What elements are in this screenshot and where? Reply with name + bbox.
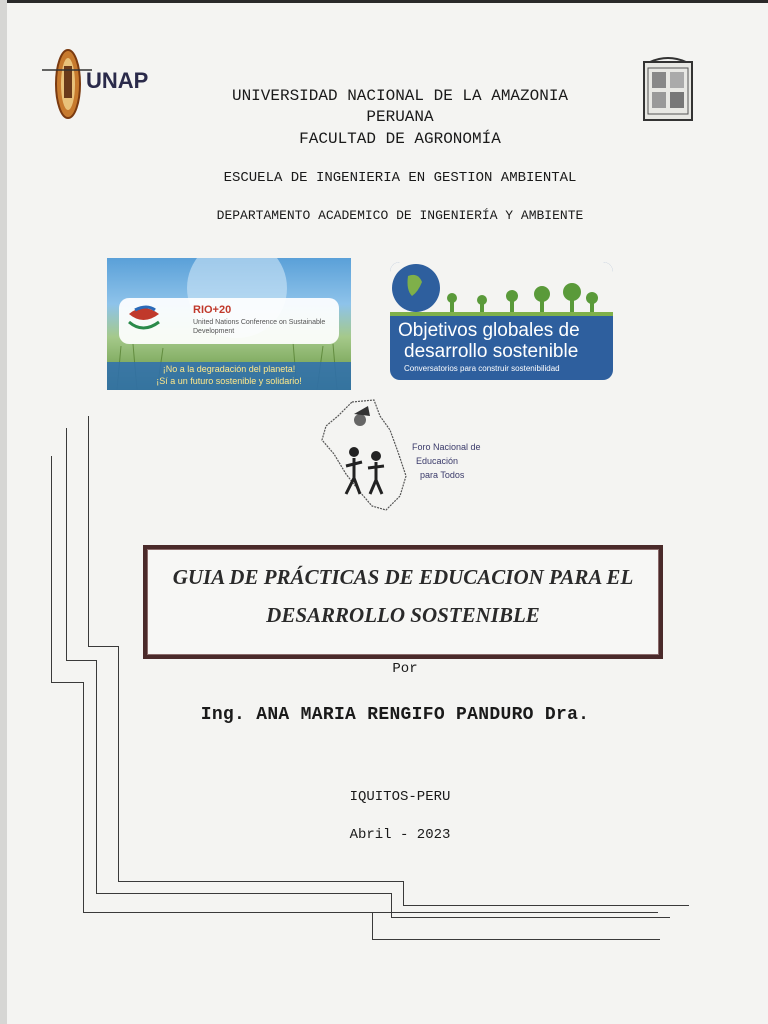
ods-subtitle: Conversatorios para construir sostenibilidad	[404, 364, 560, 373]
rio20-subtitle: United Nations Conference on Sustainable Development	[193, 319, 326, 335]
frame-line-h4	[118, 881, 403, 882]
department-name: DEPARTAMENTO ACADEMICO DE INGENIERÍA Y AMBIENTE	[216, 208, 584, 223]
place: IQUITOS-PERU	[349, 789, 451, 805]
unap-logo-text: UNAP	[86, 68, 149, 93]
document-title-line2: DESARROLLO SOSTENIBLE	[266, 603, 540, 627]
frame-line-h2	[66, 660, 96, 661]
university-name-line2: PERUANA	[366, 108, 434, 126]
rio20-title: RIO+20	[193, 304, 232, 316]
foro-line2: Educación	[416, 456, 459, 466]
frame-line-h8	[391, 917, 670, 918]
faculty-name: FACULTAD DE AGRONOMÍA	[299, 130, 501, 148]
ods-banner	[390, 262, 613, 380]
frame-line-h7	[83, 912, 658, 913]
ods-title-line2: desarrollo sostenible	[404, 341, 579, 362]
frame-line-h6	[403, 905, 689, 906]
frame-line-h5	[96, 893, 391, 894]
frame-line-h9	[372, 939, 660, 940]
school-name: ESCUELA DE INGENIERIA EN GESTION AMBIENTAL	[223, 170, 577, 186]
ods-title-line1: Objetivos globales de	[398, 320, 580, 341]
unap-logo	[42, 46, 150, 122]
frame-line-v9	[372, 912, 373, 940]
foro-nacional-logo	[316, 396, 496, 514]
document-title-line1: GUIA DE PRÁCTICAS DE EDUCACION PARA EL	[172, 565, 634, 589]
frame-line-v7	[403, 881, 404, 906]
left-edge	[0, 0, 7, 1024]
frame-line-v4	[88, 416, 89, 646]
foro-line1: Foro Nacional de	[412, 442, 481, 452]
frame-line-v8	[391, 893, 392, 918]
frame-line-h3	[88, 646, 118, 647]
document-title-box	[143, 545, 663, 659]
frame-line-v6	[118, 646, 119, 882]
author-name: Ing. ANA MARIA RENGIFO PANDURO Dra.	[200, 705, 590, 725]
frame-line-v1	[51, 456, 52, 682]
top-edge	[0, 0, 768, 3]
by-label: Por	[392, 661, 418, 677]
frame-line-h1	[51, 682, 83, 683]
frame-line-v3	[83, 682, 84, 912]
university-name-line1: UNIVERSIDAD NACIONAL DE LA AMAZONIA	[231, 87, 569, 105]
foro-line3: para Todos	[420, 470, 465, 480]
rio20-slogan-2: ¡Sí a un futuro sostenible y solidario!	[156, 376, 302, 386]
frame-line-v5	[96, 660, 97, 894]
rio20-slogan-1: ¡No a la degradación del planeta!	[162, 364, 296, 374]
date: Abril - 2023	[349, 827, 451, 843]
faculty-crest-logo	[642, 56, 694, 124]
rio20-banner	[107, 258, 351, 390]
frame-line-v2	[66, 428, 67, 660]
